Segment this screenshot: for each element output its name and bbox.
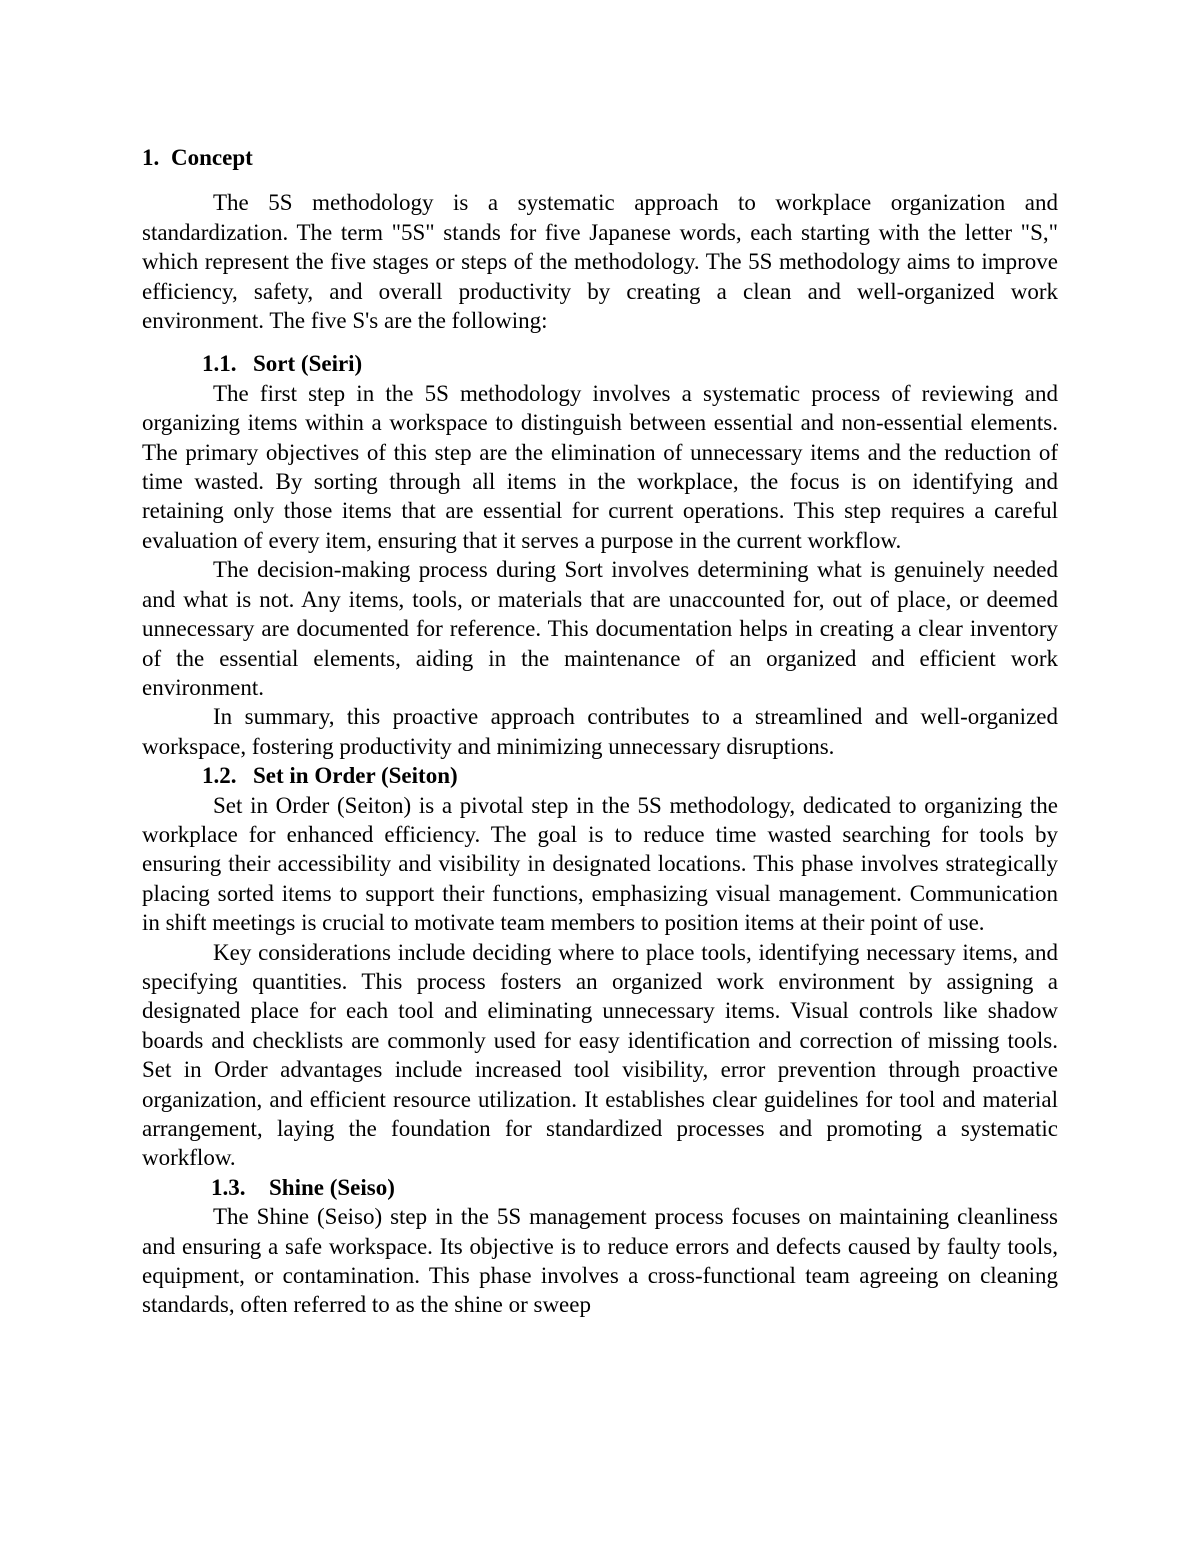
subsection-heading-shine <box>142 1173 1058 1202</box>
section-title: Concept <box>171 145 253 170</box>
section-number: 1. <box>142 145 160 170</box>
subsection-title: Sort (Seiri) <box>253 351 363 377</box>
document-body <box>142 143 1058 1320</box>
set-in-order-paragraph-1: Set in Order (Seiton) is a pivotal step in the 5S methodology, dedicated to organizing the workplace for enhanced efficiency. The goal is to reduce time wasted searching for tools by ensuring their accessibility and visibility in designated locations. This phase involves strategically placing sorted items to support their functions, emphasizing visual management. Communication in shift meetings is crucial to motivate team members to position items at their point of use. <box>142 792 1058 936</box>
shine-paragraph-1: The Shine (Seiso) step in the 5S management process focuses on maintaining cleanliness and ensuring a safe workspace. Its objective is to reduce errors and defects caused by faulty tools, equipment, or contamination. This phase involves a cross-functional team agreeing on cleaning standards, often referred to as the shine or sweep <box>142 1204 1058 1318</box>
subsection-title: Shine (Seiso) <box>269 1174 395 1200</box>
subsection-number: 1.3. <box>211 1174 246 1200</box>
subsection-title: Set in Order (Seiton) <box>253 763 458 789</box>
subsection-number: 1.2. <box>202 763 237 789</box>
subsection-heading-sort <box>142 349 1058 378</box>
sort-paragraph-1: The first step in the 5S methodology involves a systematic process of reviewing and organizing items within a workspace to distinguish between essential and non-essential elements. The primary objectives of this step are the elimination of unnecessary items and the reduction of time wasted. By sorting through all items in the workplace, the focus is on identifying and retaining only those items that are essential for current operations. This step requires a careful evaluation of every item, ensuring that it serves a purpose in the current workflow. <box>142 380 1058 553</box>
subsection-number: 1.1. <box>202 351 237 377</box>
subsection-heading-set-in-order <box>142 761 1058 790</box>
sort-paragraph-2: The decision-making process during Sort involves determining what is genuinely needed and what is not. Any items, tools, or materials that are unaccounted for, out of place, or deemed unnecessary are documented for reference. This documentation helps in creating a clear inventory of the essential elements, aiding in the maintenance of an organized and efficient work environment. <box>142 557 1058 700</box>
intro-paragraph: The 5S methodology is a systematic approach to workplace organization and standardization. The term "5S" stands for five Japanese words, each starting with the letter "S," which represent the five stages or steps of the methodology. The 5S methodology aims to improve efficiency, safety, and overall productivity by creating a clean and well-organized work environment. The five S's are the following: <box>142 190 1058 334</box>
set-in-order-paragraph-2: Key considerations include deciding where to place tools, identifying necessary items, and specifying quantities. This process fosters an organized work environment by assigning a designated place for each tool and eliminating unnecessary items. Visual controls like shadow boards and checklists are commonly used for easy identification and correction of missing tools. Set in Order advantages include increased tool visibility, error prevention through proactive organization, and efficient resource utilization. It establishes clear guidelines for tool and material arrangement, laying the foundation for standardized processes and promoting a systematic workflow. <box>142 939 1058 1171</box>
section-heading-concept <box>142 143 1058 172</box>
sort-paragraph-3: In summary, this proactive approach contributes to a streamlined and well-organized workspace, fostering productivity and minimizing unnecessary disruptions. <box>142 704 1058 759</box>
